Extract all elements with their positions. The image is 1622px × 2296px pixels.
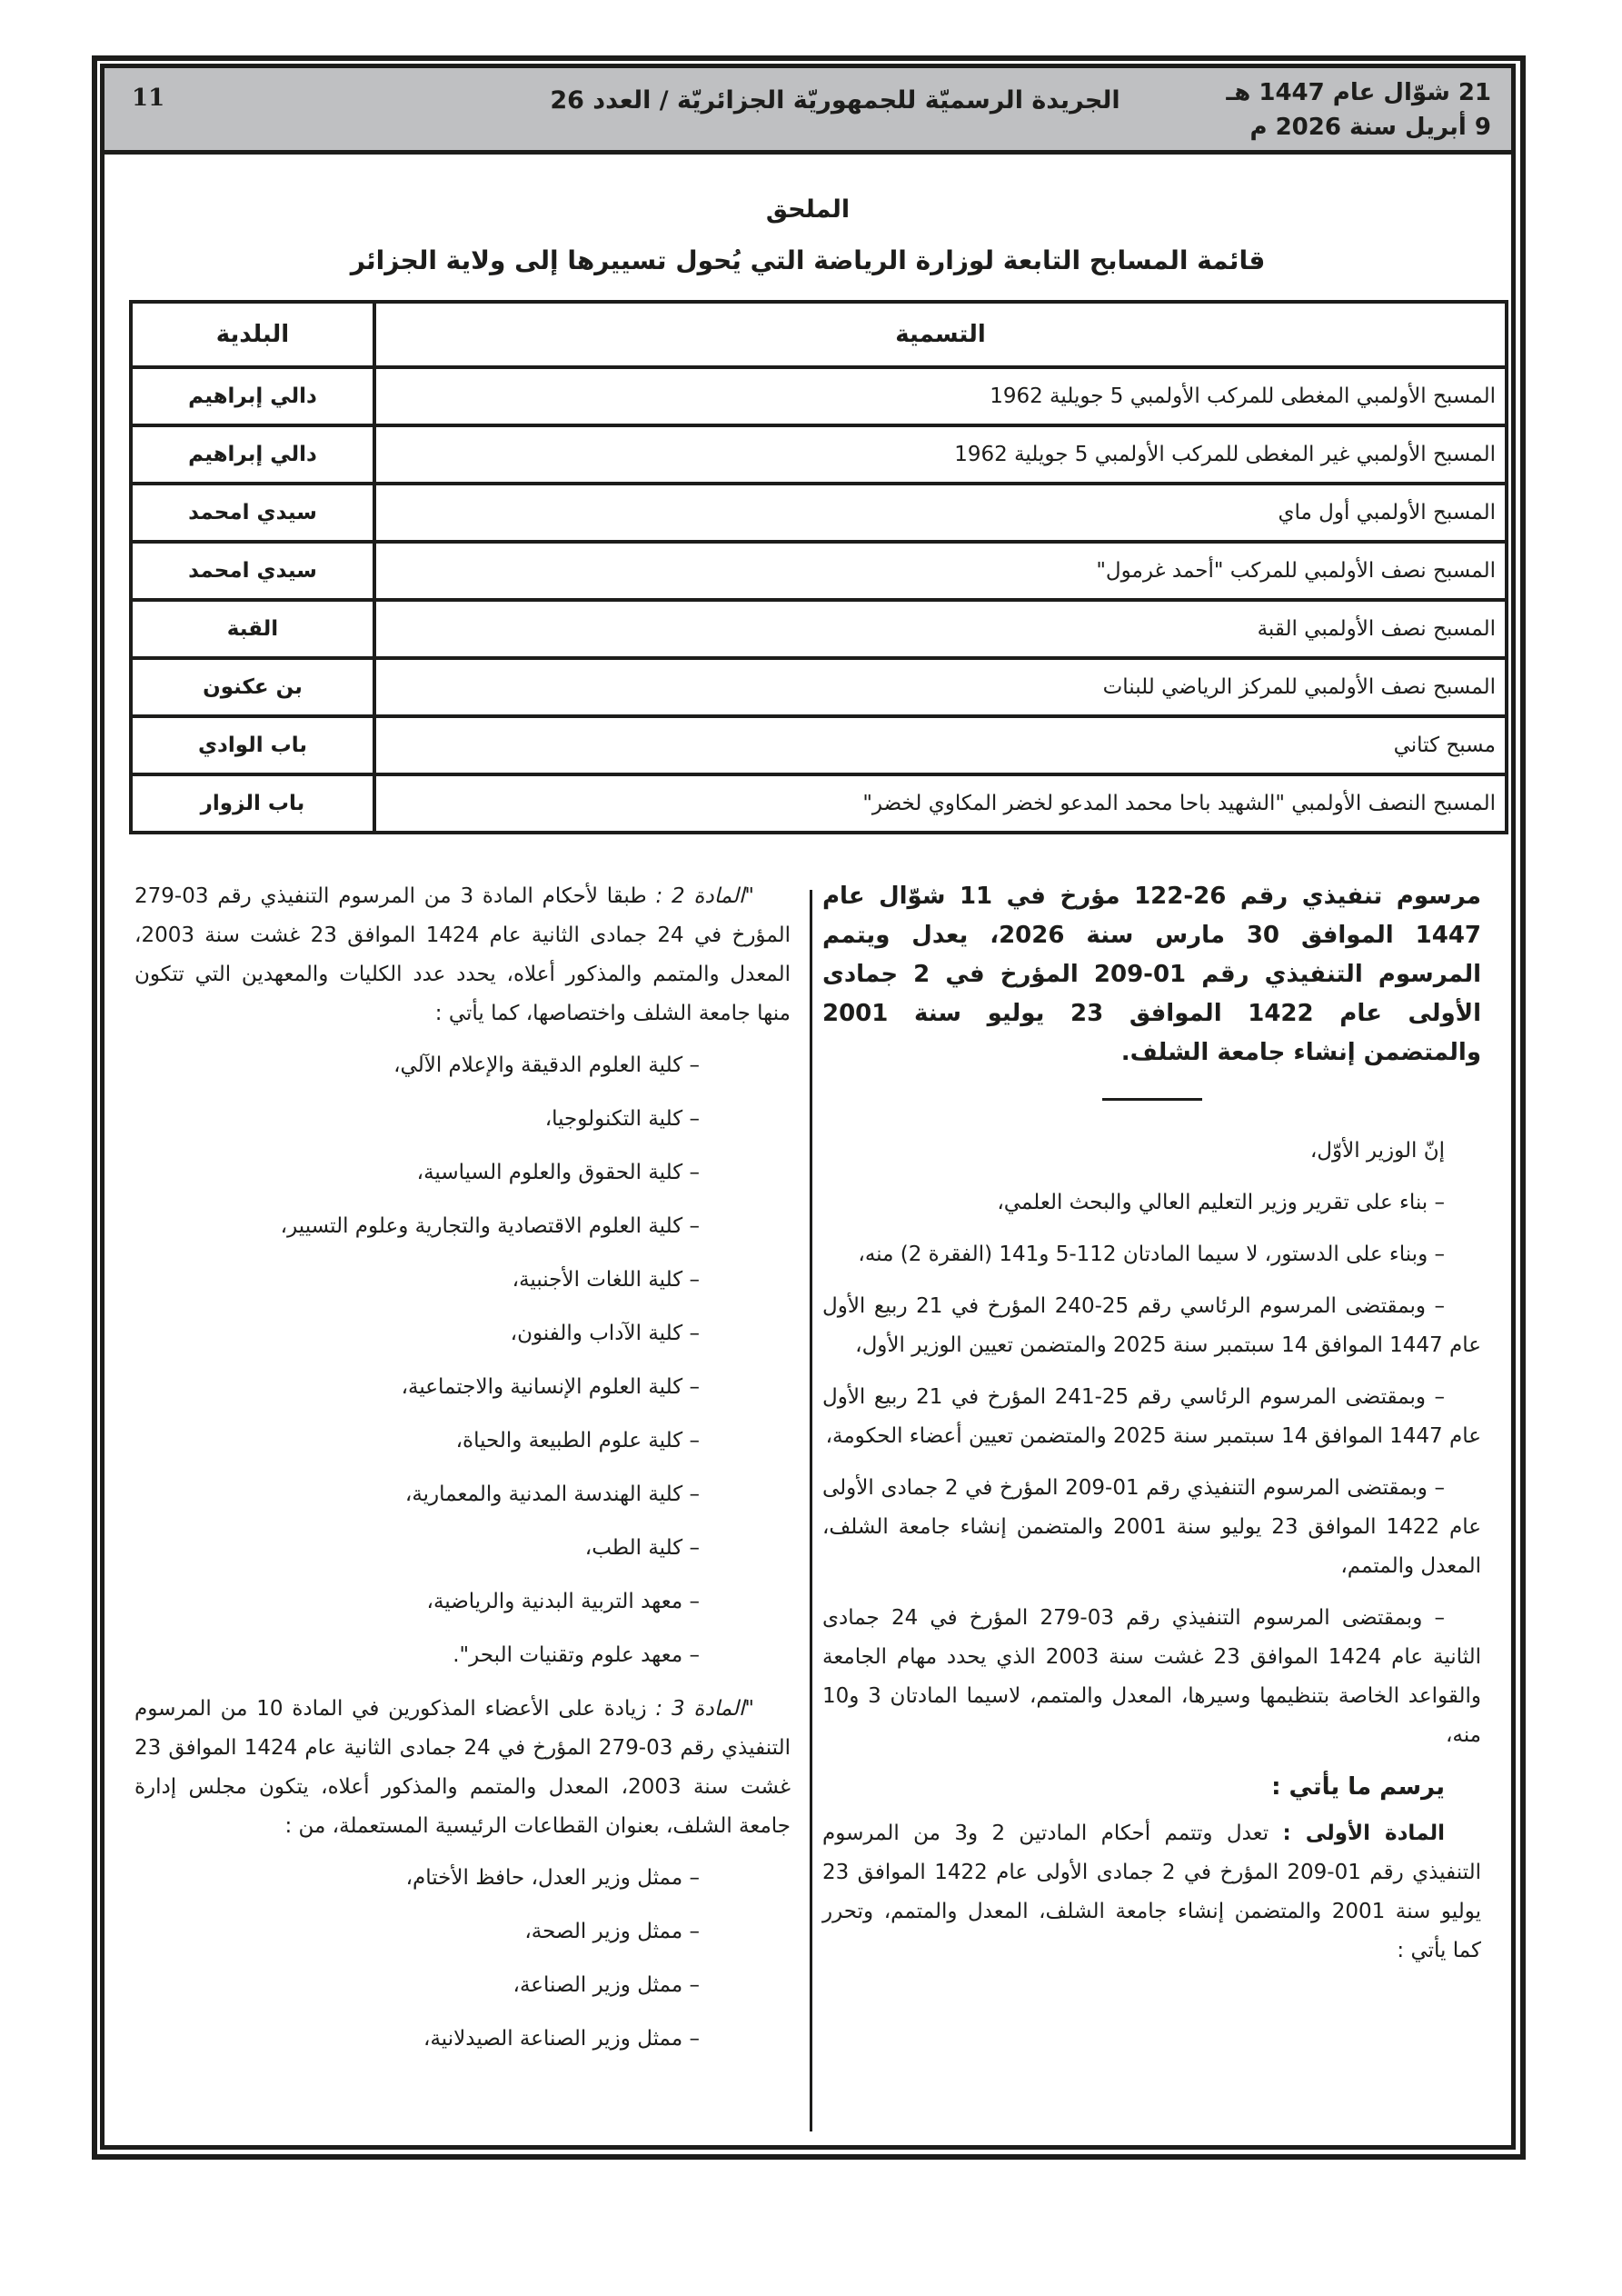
article-1-label: المادة الأولى : bbox=[1282, 1822, 1446, 1845]
table-row bbox=[131, 716, 1507, 774]
pool-commune: باب الزوار bbox=[131, 774, 374, 833]
annex-subtitle: قائمة المسابح التابعة لوزارة الرياضة التي يُحول تسييرها إلى ولاية الجزائر bbox=[350, 245, 1266, 275]
pool-name: المسبح الأولمبي أول ماي bbox=[374, 484, 1507, 542]
faculty-item: – كلية العلوم الاقتصادية والتجارية وعلوم التسيير، bbox=[280, 1214, 700, 1238]
faculty-item: – كلية اللغات الأجنبية، bbox=[512, 1268, 700, 1292]
pool-name: المسبح النصف الأولمبي "الشهيد باحا محمد المدعو لخضر المكاوي لخضر" bbox=[374, 774, 1507, 833]
decrees-label: يرسم ما يأتي : bbox=[1271, 1773, 1445, 1801]
table-row bbox=[131, 600, 1507, 658]
faculty-item: – كلية الطب، bbox=[584, 1536, 700, 1560]
column-header-commune: البلدية bbox=[131, 302, 374, 367]
table-row bbox=[131, 658, 1507, 716]
decree-title: مرسوم تنفيذي رقم 26-122 مؤرخ في 11 شوّال عام 1447 الموافق 30 مارس سنة 2026، يعدل ويتمم المرسوم التنفيذي رقم 01-209 المؤرخ في 2 جمادى الأولى عام 1422 الموافق 23 يوليو سنة 2001 والمتضمن إنشاء جامعة الشلف. bbox=[822, 883, 1482, 1066]
column-divider bbox=[810, 890, 812, 2131]
table-header-row bbox=[131, 302, 1507, 367]
board-member-item: – ممثل وزير الصحة، bbox=[524, 1920, 700, 1943]
institute-item: – معهد علوم وتقنيات البحر". bbox=[453, 1643, 700, 1667]
table-row bbox=[131, 425, 1507, 484]
table-row bbox=[131, 367, 1507, 425]
pool-commune: القبة bbox=[131, 600, 374, 658]
faculty-item: – كلية الحقوق والعلوم السياسية، bbox=[416, 1161, 700, 1184]
institute-item: – معهد التربية البدنية والرياضية، bbox=[426, 1590, 700, 1613]
article-3-label: "المادة 3 : bbox=[655, 1697, 755, 1721]
pool-name: المسبح نصف الأولمبي للمركب "أحمد غرمول" bbox=[374, 542, 1507, 600]
pool-commune: سيدي امحمد bbox=[131, 542, 374, 600]
board-member-item: – ممثل وزير الصناعة الصيدلانية، bbox=[423, 2027, 700, 2051]
article-2-label: "المادة 2 : bbox=[655, 884, 754, 908]
article-3-text: زيادة على الأعضاء المذكورين في المادة 10 من المرسوم التنفيذي رقم 03-279 المؤرخ في 24 جمادى الثانية عام 1424 الموافق 23 غشت سنة 2003، المعدل والمتمم والمذكور أعلاه، يتكون مجلس إدارة جامعة الشلف، بعنوان القطاعات الرئيسية المستعملة، من : bbox=[134, 1697, 791, 1838]
pool-name: المسبح نصف الأولمبي للمركز الرياضي للبنات bbox=[374, 658, 1507, 716]
decree-column-right bbox=[822, 877, 1481, 1983]
consideration: – وبمقتضى المرسوم الرئاسي رقم 25-241 المؤرخ في 21 ربيع الأول عام 1447 الموافق 14 سبتمبر سنة 2025 والمتضمن تعيين أعضاء الحكومة، bbox=[822, 1385, 1481, 1448]
pool-commune: سيدي امحمد bbox=[131, 484, 374, 542]
decree-opening: إنّ الوزير الأوّل، bbox=[1309, 1139, 1445, 1163]
faculty-item: – كلية علوم الطبيعة والحياة، bbox=[455, 1429, 700, 1452]
table-row bbox=[131, 484, 1507, 542]
issue-date bbox=[1226, 75, 1491, 145]
consideration: – وبناء على الدستور، لا سيما المادتان 112-5 و141 (الفقرة 2) منه، bbox=[858, 1243, 1445, 1266]
faculty-item: – كلية الهندسة المدنية والمعمارية، bbox=[404, 1482, 700, 1506]
consideration: – بناء على تقرير وزير التعليم العالي والبحث العلمي، bbox=[997, 1191, 1445, 1214]
article-1-text: تعدل وتتمم أحكام المادتين 2 و3 من المرسوم التنفيذي رقم 01-209 المؤرخ في 2 جمادى الأولى عام 1422 الموافق 23 يوليو سنة 2001 والمتضمن إنشاء جامعة الشلف، المعدل والمتمم، وتحرر كما يأتي : bbox=[822, 1822, 1481, 1962]
faculty-item: – كلية الآداب والفنون، bbox=[510, 1322, 700, 1345]
column-header-name: التسمية bbox=[374, 302, 1507, 367]
pool-name: المسبح الأولمبي غير المغطى للمركب الأولمبي 5 جويلية 1962 bbox=[374, 425, 1507, 484]
pool-name: المسبح الأولمبي المغطى للمركب الأولمبي 5 جويلية 1962 bbox=[374, 367, 1507, 425]
article-2-text: طبقا لأحكام المادة 3 من المرسوم التنفيذي رقم 03-279 المؤرخ في 24 جمادى الثانية عام 1424 الموافق 23 غشت سنة 2003، المعدل والمتمم والمذكور أعلاه، يحدد عدد الكليات والمعهدين التي تتكون منها جامعة الشلف واختصاصها، كما يأتي : bbox=[134, 884, 791, 1025]
pool-commune: بن عكنون bbox=[131, 658, 374, 716]
pools-table bbox=[129, 300, 1508, 834]
article-3 bbox=[134, 1690, 791, 1846]
consideration: – وبمقتضى المرسوم الرئاسي رقم 25-240 المؤرخ في 21 ربيع الأول عام 1447 الموافق 14 سبتمبر سنة 2025 والمتضمن تعيين الوزير الأول، bbox=[822, 1294, 1481, 1357]
consideration: – وبمقتضى المرسوم التنفيذي رقم 01-209 المؤرخ في 2 جمادى الأولى عام 1422 الموافق 23 يوليو سنة 2001 والمتضمن إنشاء جامعة الشلف، المعدل والمتمم، bbox=[822, 1476, 1481, 1578]
table-row bbox=[131, 774, 1507, 833]
date-hijri: 21 شوّال عام 1447 هـ bbox=[1226, 79, 1491, 106]
faculty-item: – كلية التكنولوجيا، bbox=[544, 1107, 700, 1131]
decree-column-left bbox=[134, 877, 791, 2073]
consideration: – وبمقتضى المرسوم التنفيذي رقم 03-279 المؤرخ في 24 جمادى الثانية عام 1424 الموافق 23 غشت سنة 2003 الذي يحدد مهام الجامعة والقواعد الخاصة بتنظيمها وسيرها، المعدل والمتمم، لاسيما المادتان 3 و10 منه، bbox=[822, 1606, 1482, 1747]
pool-name: المسبح نصف الأولمبي القبة bbox=[374, 600, 1507, 658]
faculty-item: – كلية العلوم الإنسانية والاجتماعية، bbox=[401, 1375, 700, 1399]
article-2 bbox=[134, 877, 791, 1033]
annex-title: الملحق bbox=[765, 195, 851, 224]
pool-name: مسبح كتاني bbox=[374, 716, 1507, 774]
table-row bbox=[131, 542, 1507, 600]
pool-commune: دالي إبراهيم bbox=[131, 425, 374, 484]
pool-commune: دالي إبراهيم bbox=[131, 367, 374, 425]
gazette-title: الجريدة الرسميّة للجمهوريّة الجزائريّة / العدد 26 bbox=[550, 86, 1120, 115]
article-1 bbox=[822, 1814, 1481, 1971]
page-number: 11 bbox=[132, 85, 165, 112]
date-gregorian: 9 أبريل سنة 2026 م bbox=[1249, 114, 1491, 141]
page-header bbox=[104, 68, 1511, 155]
pool-commune: باب الوادي bbox=[131, 716, 374, 774]
board-member-item: – ممثل وزير الصناعة، bbox=[512, 1973, 700, 1997]
title-rule bbox=[1102, 1098, 1202, 1101]
board-member-item: – ممثل وزير العدل، حافظ الأختام، bbox=[405, 1866, 700, 1890]
faculty-item: – كلية العلوم الدقيقة والإعلام الآلي، bbox=[393, 1053, 700, 1077]
